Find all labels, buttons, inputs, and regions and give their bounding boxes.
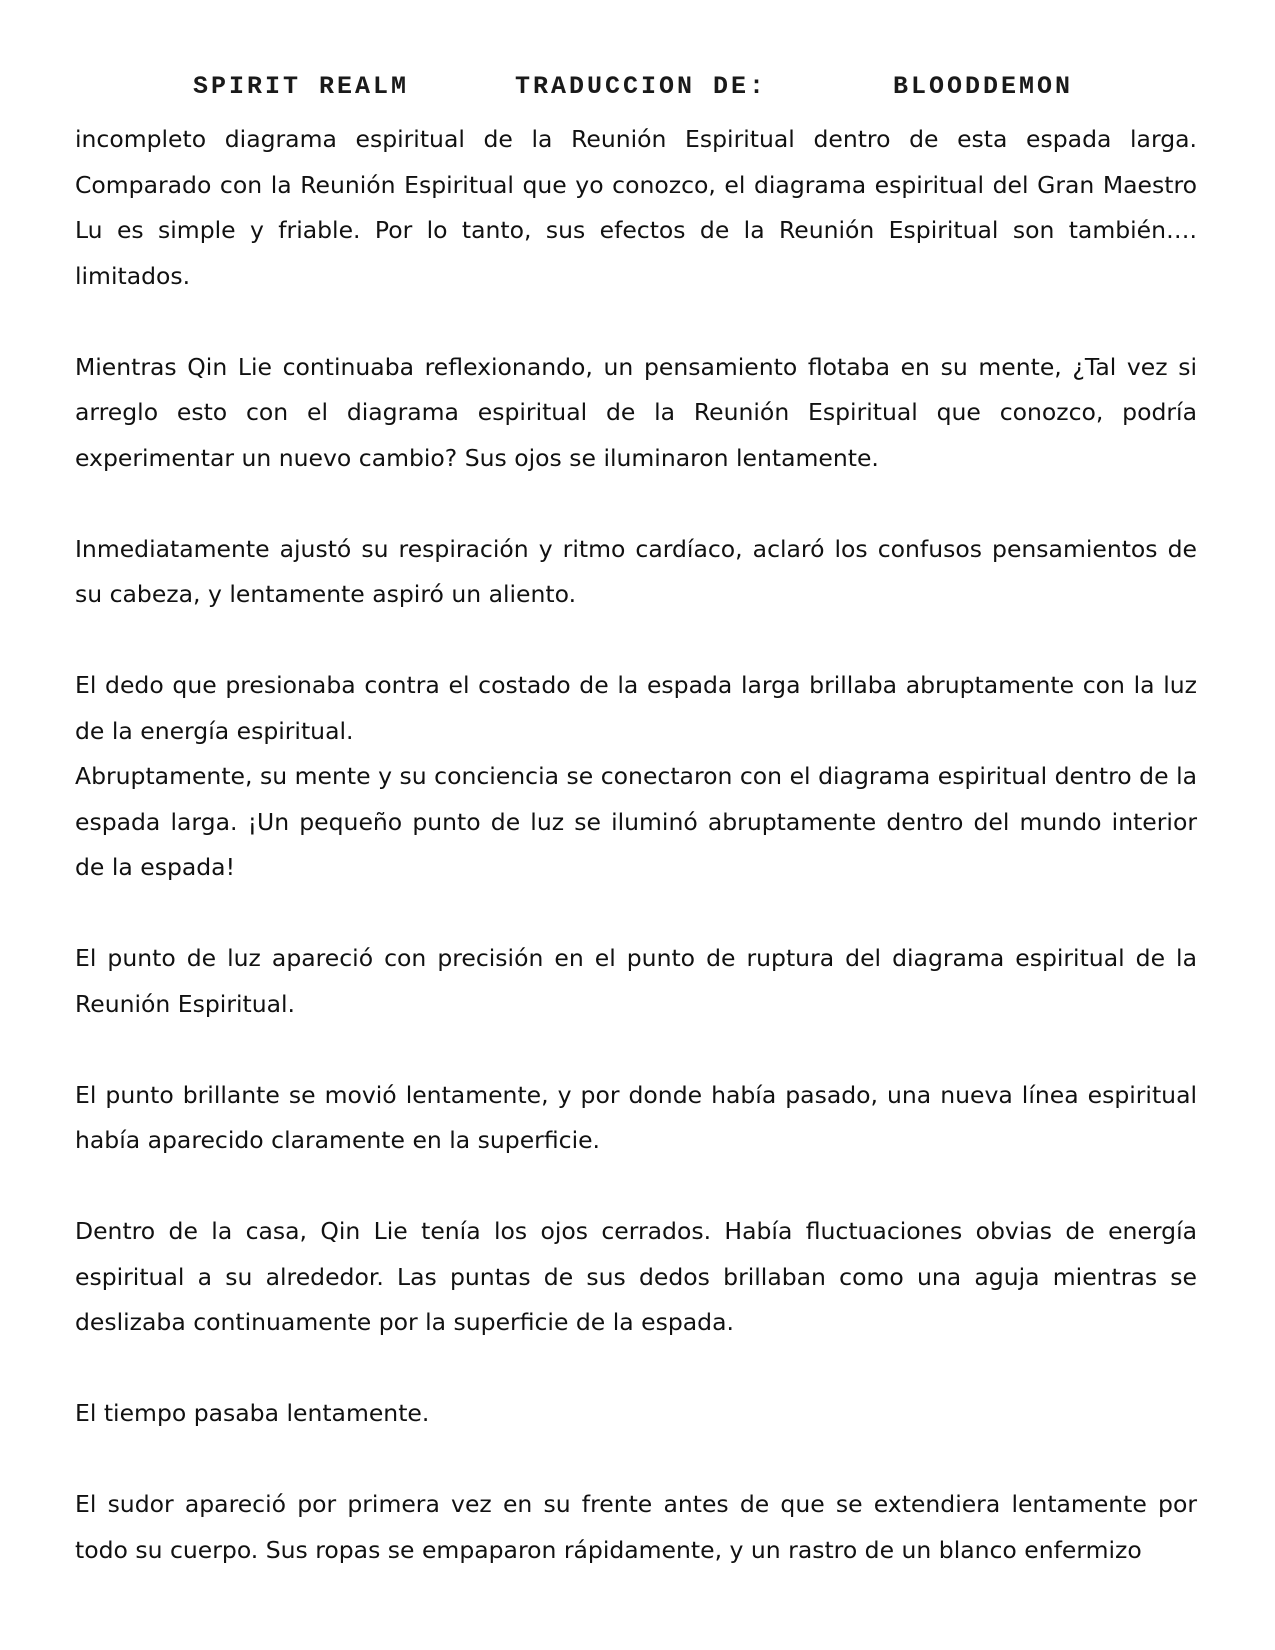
paragraph: El punto brillante se movió lentamente, y por donde había pasado, una nueva línea espiritual había aparecido claramente en la superficie. xyxy=(75,1080,1197,1154)
header-translator-name: BLOODDEMON xyxy=(893,72,1074,101)
paragraph: El dedo que presionaba contra el costado de la espada larga brillaba abruptamente con la luz de la energía espiritual. xyxy=(75,671,1197,745)
paragraph: Inmediatamente ajustó su respiración y ritmo cardíaco, aclaró los confusos pensamientos de su cabeza, y lentamente aspiró un aliento. xyxy=(75,534,1197,608)
header-translation-label: TRADUCCION DE: xyxy=(515,72,768,101)
paragraph: Mientras Qin Lie continuaba reflexionando, un pensamiento flotaba en su mente, ¿Tal vez si arreglo esto con el diagrama espiritual de la Reunión Espiritual que conozco, podría experimentar un nuevo cambio? Sus ojos se iluminaron lentamente. xyxy=(75,352,1197,472)
paragraph: El sudor apareció por primera vez en su frente antes de que se extendiera lentamente por todo su cuerpo. Sus ropas se empaparon rápidamente, y un rastro de un blanco enfermizo xyxy=(75,1490,1197,1564)
paragraph: incompleto diagrama espiritual de la Reunión Espiritual dentro de esta espada larga. Comparado con la Reunión Espiritual que yo conozco, el diagrama espiritual del Gran Maestro Lu es simple y friable. Por lo tanto, sus efectos de la Reunión Espiritual son también…. limitados. xyxy=(75,125,1197,290)
paragraph: El punto de luz apareció con precisión en el punto de ruptura del diagrama espiritual de la Reunión Espiritual. xyxy=(75,944,1197,1018)
paragraph: El tiempo pasaba lentamente. xyxy=(75,1399,430,1427)
paragraph: Dentro de la casa, Qin Lie tenía los ojos cerrados. Había fluctuaciones obvias de energía espiritual a su alrededor. Las puntas de sus dedos brillaban como una aguja mientras se deslizaba continuamente por la superficie de la espada. xyxy=(75,1217,1197,1336)
header-novel-title: SPIRIT REALM xyxy=(193,72,410,101)
page-header xyxy=(0,72,1275,112)
paragraph: Abruptamente, su mente y su conciencia se conectaron con el diagrama espiritual dentro de la espada larga. ¡Un pequeño punto de luz se iluminó abruptamente dentro del mundo interior de la espada! xyxy=(75,762,1197,881)
document-body xyxy=(75,117,1197,1619)
